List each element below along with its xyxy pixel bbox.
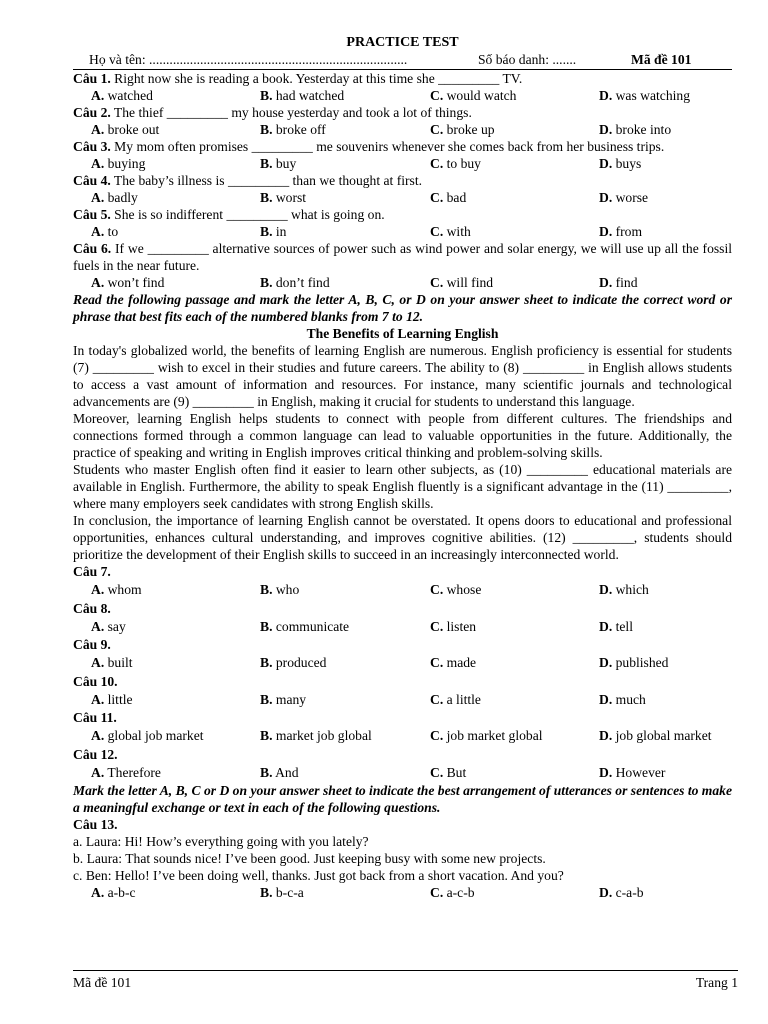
option-d [599, 691, 646, 708]
page-footer [73, 970, 738, 990]
option-letter: C. [430, 655, 444, 670]
option-c [430, 581, 481, 598]
option-letter: C. [430, 618, 444, 634]
option-d [599, 87, 690, 104]
option-a [91, 727, 204, 744]
option-letter: A. [91, 764, 105, 780]
option-c [430, 223, 471, 240]
option-text: buy [272, 156, 297, 171]
question-options [73, 690, 732, 710]
option-letter: D. [599, 88, 613, 103]
option-a [91, 121, 159, 138]
option-text: many [272, 691, 307, 707]
option-c [430, 189, 466, 206]
option-b [260, 764, 299, 781]
passage-paragraph: Moreover, learning English helps students to connect with people from different cultures. The friendships and connections formed through a common language can lead to valuable opportunities in the future. Additionally, the practice of speaking and writing in English improves critical thinking and problem-solving skills. [73, 411, 732, 460]
question-number: Câu 1. [73, 71, 111, 86]
student-id-field: Số báo danh: ....... [478, 52, 577, 67]
option-a [91, 87, 153, 104]
option-letter: A. [91, 275, 105, 290]
option-a [91, 155, 145, 172]
option-text: b-c-a [272, 885, 304, 900]
question-number: Câu 8. [73, 600, 111, 616]
option-c [430, 274, 493, 291]
option-b [260, 189, 306, 206]
option-d [599, 581, 649, 598]
passage-paragraph: In conclusion, the importance of learning English cannot be overstated. It opens doors to educational and professional opportunities, enhances cultural understanding, and improves cognitive abilities. (12) _________, students should prioritize the development of their English skills to succeed in an increasingly interconnected world. [73, 513, 732, 562]
option-letter: B. [260, 691, 273, 707]
question-number: Câu 6. [73, 241, 112, 256]
option-b [260, 654, 326, 671]
option-letter: B. [260, 156, 273, 171]
option-letter: A. [91, 691, 105, 707]
exam-code: Mã đề 101 [631, 52, 692, 67]
question-options [73, 580, 732, 600]
option-text: broke up [443, 122, 495, 137]
option-letter: C. [430, 691, 444, 707]
option-text: And [272, 764, 299, 780]
question-text: If we _________ alternative sources of power such as wind power and solar energy, we will use up all the fossil fuels in the near future. [73, 241, 732, 273]
passage-paragraph: In today's globalized world, the benefits of learning English are numerous. English proficiency is essential for students (7) _________ wish to excel in their studies and future careers. The ability to (8) _________ in English allows students to access a vast amount of information and resources. For instance, many scientific journals and technological advancements are (9) _________ in English, making it crucial for students to understand this language. [73, 343, 732, 409]
option-text: a-c-b [443, 885, 475, 900]
option-text: in [272, 224, 287, 239]
option-letter: C. [430, 275, 444, 290]
question-text: The thief _________ my house yesterday and took a lot of things. [110, 105, 472, 120]
option-b [260, 155, 296, 172]
reading-passage [73, 342, 732, 563]
option-letter: C. [430, 88, 444, 103]
question-options [73, 274, 732, 291]
question-text: The baby’s illness is _________ than we thought at first. [110, 173, 423, 188]
option-letter: C. [430, 885, 444, 900]
option-c [430, 87, 516, 104]
option-letter: B. [260, 88, 273, 103]
reading-instruction: Read the following passage and mark the letter A, B, C, or D on your answer sheet to indicate the correct word or phrase that best fits each of the numbered blanks from 7 to 12. [73, 292, 732, 324]
option-c [430, 155, 481, 172]
question-13-label: Câu 13. [73, 817, 118, 832]
option-b [260, 223, 286, 240]
question-stem [73, 172, 732, 189]
question-text: She is so indifferent _________ what is going on. [110, 207, 385, 222]
option-c [430, 727, 543, 744]
option-text: global job market [104, 728, 204, 743]
option-c [430, 618, 476, 635]
option-text: a-b-c [104, 885, 136, 900]
option-text: But [443, 764, 467, 780]
utterance-line: c. Ben: Hello! I’ve been doing well, thanks. Just got back from a short vacation. And you? [73, 868, 564, 883]
option-text: market job global [272, 728, 372, 743]
option-text: tell [612, 618, 633, 634]
option-letter: A. [91, 728, 105, 743]
option-text: would watch [443, 88, 517, 103]
option-a [91, 691, 133, 708]
option-text: c-a-b [612, 885, 644, 900]
option-letter: D. [599, 275, 613, 290]
option-text: broke out [104, 122, 160, 137]
question-options [73, 653, 732, 673]
footer-exam-code: Mã đề 101 [73, 975, 132, 990]
option-text: buying [104, 156, 146, 171]
questions-7-12 [73, 563, 732, 782]
option-letter: D. [599, 618, 613, 634]
exam-page [73, 34, 732, 901]
option-a [91, 581, 142, 598]
option-letter: A. [91, 224, 105, 239]
option-text: will find [443, 275, 494, 290]
option-letter: D. [599, 655, 613, 670]
option-letter: D. [599, 764, 613, 780]
option-d [599, 274, 638, 291]
option-letter: D. [599, 156, 613, 171]
option-a [91, 189, 138, 206]
option-text: whose [443, 582, 482, 597]
option-letter: D. [599, 728, 613, 743]
question-stem [73, 70, 732, 87]
question-number: Câu 2. [73, 105, 111, 120]
option-d [599, 121, 671, 138]
question-stem [73, 240, 732, 274]
option-text: broke into [612, 122, 672, 137]
option-letter: B. [260, 224, 273, 239]
question-stem [73, 138, 732, 155]
option-d [599, 223, 642, 240]
option-a [91, 274, 164, 291]
question-stem [73, 104, 732, 121]
option-text: job market global [443, 728, 543, 743]
footer-page-number: Trang 1 [695, 975, 738, 990]
option-text: had watched [272, 88, 345, 103]
question-options [73, 617, 732, 637]
question-number: Câu 3. [73, 139, 111, 154]
option-d [599, 764, 665, 781]
option-d [599, 727, 712, 744]
option-b [260, 691, 306, 708]
option-c [430, 654, 476, 671]
option-letter: D. [599, 190, 613, 205]
option-text: say [104, 618, 126, 634]
passage-paragraph: Students who master English often find it easier to learn other subjects, as (10) _________ educational materials are available in English. Furthermore, the ability to speak English fluently is a significant advantage in the (11) _________, where many employers seek candidates with strong English skills. [73, 462, 732, 511]
question-13-options [73, 884, 732, 901]
option-text: However [612, 764, 666, 780]
option-letter: C. [430, 156, 444, 171]
option-text: worse [612, 190, 649, 205]
option-letter: A. [91, 190, 105, 205]
question-number: Câu 11. [73, 710, 117, 725]
option-letter: B. [260, 618, 273, 634]
option-c [430, 884, 475, 901]
option-d [599, 155, 641, 172]
option-text: Therefore [104, 764, 161, 780]
option-text: won’t find [104, 275, 165, 290]
option-a [91, 223, 118, 240]
question-stem [73, 206, 732, 223]
page-title: PRACTICE TEST [346, 35, 459, 50]
option-text: badly [104, 190, 138, 205]
option-letter: D. [599, 224, 613, 239]
question-number: Câu 7. [73, 564, 111, 579]
option-letter: B. [260, 122, 273, 137]
option-letter: A. [91, 582, 105, 597]
option-text: listen [443, 618, 477, 634]
option-letter: B. [260, 728, 273, 743]
option-b [260, 581, 299, 598]
option-letter: A. [91, 88, 105, 103]
arrangement-instruction: Mark the letter A, B, C or D on your answer sheet to indicate the best arrangement of utterances or sentences to make a meaningful exchange or text in each of the following questions. [73, 783, 732, 815]
question-text: My mom often promises _________ me souvenirs whenever she comes back from her business trips. [110, 139, 665, 154]
option-letter: B. [260, 764, 273, 780]
exam-header [73, 51, 732, 69]
option-d [599, 654, 668, 671]
option-a [91, 618, 126, 635]
option-text: communicate [272, 618, 350, 634]
option-text: was watching [612, 88, 690, 103]
option-letter: B. [260, 655, 273, 670]
question-options [73, 223, 732, 240]
question-number: Câu 12. [73, 746, 118, 762]
question-13-utterances [73, 833, 732, 884]
name-field: Họ và tên: ............................................................................ [89, 52, 408, 67]
option-text: a little [443, 691, 481, 707]
option-text: whom [104, 582, 142, 597]
question-options [73, 189, 732, 206]
option-b [260, 884, 304, 901]
option-letter: A. [91, 122, 105, 137]
option-text: broke off [272, 122, 326, 137]
option-text: job global market [612, 728, 712, 743]
question-options [73, 121, 732, 138]
option-b [260, 121, 326, 138]
utterance-line: a. Laura: Hi! How’s everything going with you lately? [73, 834, 369, 849]
question-number: Câu 10. [73, 673, 118, 689]
option-text: much [612, 691, 646, 707]
question-options [73, 726, 732, 746]
option-letter: B. [260, 885, 273, 900]
option-text: buys [612, 156, 642, 171]
option-text: produced [272, 655, 327, 670]
option-text: little [104, 691, 133, 707]
question-number: Câu 9. [73, 637, 111, 652]
option-letter: A. [91, 156, 105, 171]
option-a [91, 884, 136, 901]
question-number: Câu 5. [73, 207, 111, 222]
option-text: to buy [443, 156, 481, 171]
option-text: published [612, 655, 669, 670]
option-text: find [612, 275, 638, 290]
question-text: Right now she is reading a book. Yesterday at this time she _________ TV. [110, 71, 523, 86]
option-letter: C. [430, 764, 444, 780]
question-number: Câu 4. [73, 173, 111, 188]
option-c [430, 121, 495, 138]
option-b [260, 87, 344, 104]
option-letter: C. [430, 728, 444, 743]
option-letter: D. [599, 582, 613, 597]
option-letter: C. [430, 122, 444, 137]
option-text: with [443, 224, 471, 239]
option-text: which [612, 582, 649, 597]
option-text: made [443, 655, 477, 670]
option-a [91, 764, 161, 781]
option-text: to [104, 224, 119, 239]
option-text: built [104, 655, 133, 670]
option-a [91, 654, 133, 671]
question-options [73, 763, 732, 783]
option-b [260, 727, 372, 744]
option-letter: D. [599, 885, 613, 900]
option-b [260, 618, 349, 635]
option-letter: D. [599, 691, 613, 707]
option-letter: A. [91, 618, 105, 634]
option-text: bad [443, 190, 467, 205]
option-letter: C. [430, 190, 444, 205]
question-options [73, 87, 732, 104]
passage-title: The Benefits of Learning English [306, 326, 499, 341]
option-d [599, 884, 644, 901]
option-letter: A. [91, 655, 105, 670]
option-letter: B. [260, 190, 273, 205]
option-d [599, 618, 633, 635]
option-letter: C. [430, 582, 444, 597]
option-text: who [272, 582, 300, 597]
option-c [430, 691, 481, 708]
option-letter: B. [260, 582, 273, 597]
option-letter: D. [599, 122, 613, 137]
questions-1-6 [73, 70, 732, 291]
option-letter: A. [91, 885, 105, 900]
option-text: from [612, 224, 643, 239]
option-letter: B. [260, 275, 273, 290]
option-text: watched [104, 88, 153, 103]
option-text: worst [272, 190, 307, 205]
option-c [430, 764, 466, 781]
option-letter: C. [430, 224, 444, 239]
option-b [260, 274, 330, 291]
option-text: don’t find [272, 275, 330, 290]
question-options [73, 155, 732, 172]
option-d [599, 189, 648, 206]
utterance-line: b. Laura: That sounds nice! I’ve been good. Just keeping busy with some new projects. [73, 851, 546, 866]
